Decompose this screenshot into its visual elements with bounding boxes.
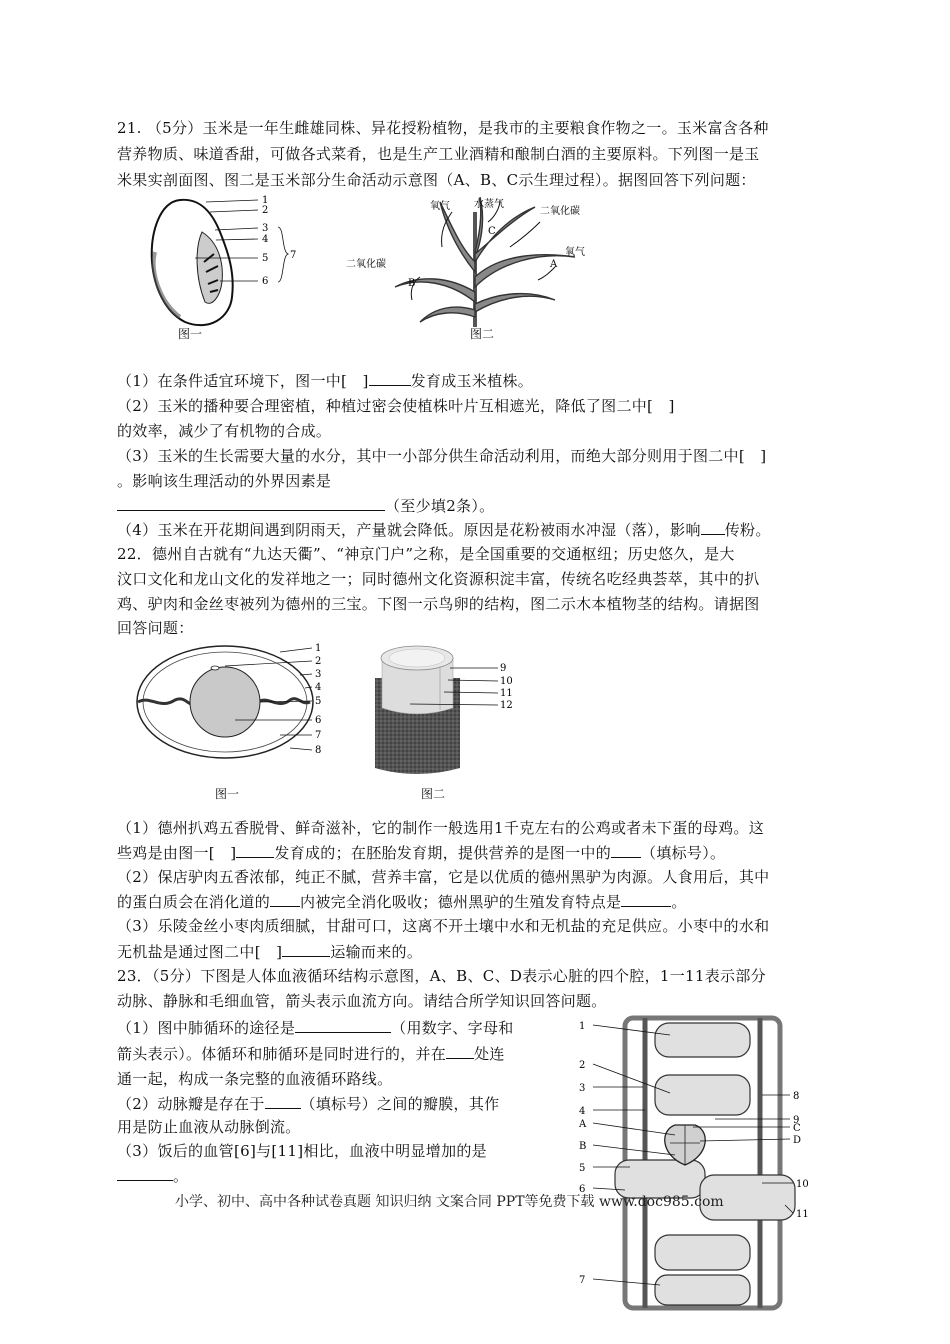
circ-label-5: 5 bbox=[579, 1163, 586, 1174]
corn-label-4: 4 bbox=[262, 234, 269, 245]
corn-label-6: 6 bbox=[262, 276, 269, 287]
answer-blank[interactable] bbox=[621, 888, 671, 907]
corn-label-7: 7 bbox=[290, 250, 297, 261]
q23-q3-line1: （3）饭后的血管[6]与[11]相比，血液中明显增加的是 bbox=[117, 1142, 487, 1160]
corn-label-1: 1 bbox=[262, 195, 269, 206]
q21-fig1-caption: 图一 bbox=[178, 327, 203, 341]
plant-co2-left: 二氧化碳 bbox=[346, 259, 386, 270]
corn-label-5: 5 bbox=[262, 253, 269, 264]
q22-fig1-caption: 图一 bbox=[215, 787, 240, 801]
egg-label-3: 3 bbox=[315, 669, 322, 680]
q23-q1-line3: 通一起，构成一条完整的血液循环路线。 bbox=[117, 1070, 393, 1088]
blood-circulation-figure bbox=[575, 1015, 835, 1315]
q21-fig2-caption: 图二 bbox=[470, 327, 495, 341]
circ-label-6: 6 bbox=[579, 1184, 586, 1195]
q21-q4: （4）玉米在开花期间遇到阴雨天，产量就会降低。原因是花粉被雨水冲湿（落），影响 传粉。 bbox=[117, 516, 771, 543]
q22-intro-2: 汶口文化和龙山文化的发祥地之一；同时德州文化资源积淀丰富，传统名吃经典荟萃，其中的扒 bbox=[117, 570, 760, 588]
plant-label-c: C bbox=[488, 226, 496, 237]
stem-label-9: 9 bbox=[500, 663, 507, 674]
plant-label-b: B bbox=[408, 278, 416, 289]
q22-intro-3: 鸡、驴肉和金丝枣被列为德州的三宝。下图一示鸟卵的结构，图二示木本植物茎的结构。请据图 bbox=[117, 595, 760, 613]
egg-label-4: 4 bbox=[315, 682, 322, 693]
circ-label-7: 7 bbox=[579, 1275, 586, 1286]
answer-blank[interactable] bbox=[369, 367, 411, 386]
q22-q3-line1: （3）乐陵金丝小枣肉质细腻，甘甜可口，这离不开土壤中水和无机盐的充足供应。小枣中的水和 bbox=[117, 917, 770, 935]
q21-intro-3: 米果实剖面图、图二是玉米部分生命活动示意图（A、B、C示生理过程）。据图回答下列问题： bbox=[117, 171, 756, 189]
plant-water-vapor: 水蒸气 bbox=[474, 199, 504, 210]
q21-q3-line1: （3）玉米的生长需要大量的水分，其中一小部分供生命活动利用，而绝大部分则用于图二中[ ] bbox=[117, 447, 767, 465]
circ-label-c: C bbox=[793, 1123, 801, 1134]
corn-label-2: 2 bbox=[262, 205, 269, 216]
answer-blank[interactable] bbox=[446, 1040, 474, 1059]
circ-label-4: 4 bbox=[579, 1106, 586, 1117]
answer-blank[interactable] bbox=[270, 888, 300, 907]
answer-blank[interactable] bbox=[117, 492, 385, 511]
q22-q1-line2: 些鸡是由图一[ ] 发育成的；在胚胎发育期，提供营养的是图一中的 （填标号）。 bbox=[117, 839, 725, 866]
circ-label-8: 8 bbox=[793, 1091, 800, 1102]
circ-label-10: 10 bbox=[796, 1179, 809, 1190]
circ-label-2: 2 bbox=[579, 1060, 586, 1071]
circ-label-d: D bbox=[793, 1135, 802, 1146]
plant-label-a: A bbox=[550, 259, 558, 270]
circ-label-11: 11 bbox=[796, 1209, 809, 1220]
circ-label-9: 9 bbox=[793, 1115, 800, 1126]
circ-label-b: B bbox=[579, 1141, 587, 1152]
egg-structure-figure bbox=[130, 640, 330, 765]
answer-blank[interactable] bbox=[117, 1162, 173, 1181]
plant-oxygen-left: 氧气 bbox=[430, 201, 450, 212]
circ-label-1: 1 bbox=[579, 1021, 586, 1032]
corn-kernel-figure bbox=[140, 192, 320, 332]
q22-intro-1: 22．德州自古就有“九达天衢”、“神京门户”之称，是全国重要的交通枢纽；历史悠久，是大 bbox=[117, 545, 735, 563]
q22-intro-4: 回答问题： bbox=[117, 619, 194, 637]
egg-label-6: 6 bbox=[315, 715, 322, 726]
egg-label-5: 5 bbox=[315, 696, 322, 707]
answer-blank[interactable] bbox=[282, 938, 330, 957]
q23-q2-line2: 用是防止血液从动脉倒流。 bbox=[117, 1118, 301, 1136]
q21-q3-line3: （至少填2条）。 bbox=[117, 492, 494, 519]
q22-q2-line2: 的蛋白质会在消化道的 内被完全消化吸收；德州黑驴的生殖发育特点是 。 bbox=[117, 888, 687, 915]
q23-q1-line1: （1）图中肺循环的途径是 （用数字、字母和 bbox=[117, 1014, 514, 1041]
circ-label-a: A bbox=[579, 1119, 587, 1130]
answer-blank[interactable] bbox=[236, 839, 274, 858]
circ-label-3: 3 bbox=[579, 1083, 586, 1094]
answer-blank[interactable] bbox=[295, 1014, 391, 1033]
q21-q2-line2: 的效率，减少了有机物的合成。 bbox=[117, 422, 332, 440]
stem-label-12: 12 bbox=[500, 700, 513, 711]
corn-label-3: 3 bbox=[262, 223, 269, 234]
egg-label-7: 7 bbox=[315, 730, 322, 741]
q22-fig2-caption: 图二 bbox=[421, 787, 446, 801]
q22-q3-line2: 无机盐是通过图二中[ ] 运输而来的。 bbox=[117, 938, 422, 965]
stem-label-10: 10 bbox=[500, 676, 513, 687]
q21-q2-line1: （2）玉米的播种要合理密植，种植过密会使植株叶片互相遮光，降低了图二中[ ] bbox=[117, 397, 675, 415]
egg-label-2: 2 bbox=[315, 656, 322, 667]
stem-structure-figure bbox=[370, 638, 525, 778]
plant-co2-right: 二氧化碳 bbox=[540, 206, 580, 217]
egg-label-8: 8 bbox=[315, 745, 322, 756]
q23-q2-line1: （2）动脉瓣是存在于 （填标号）之间的瓣膜，其作 bbox=[117, 1090, 499, 1117]
answer-blank[interactable] bbox=[265, 1090, 301, 1109]
answer-blank[interactable] bbox=[611, 839, 641, 858]
q23-q3-line2: 。 bbox=[117, 1162, 188, 1189]
plant-oxygen-right: 氧气 bbox=[565, 247, 585, 258]
q22-q2-line1: （2）保店驴肉五香浓郁，纯正不腻，营养丰富，它是以优质的德州黑驴为肉源。人食用后，其中 bbox=[117, 868, 770, 886]
stem-label-11: 11 bbox=[500, 688, 513, 699]
q21-q3-line2: 。影响该生理活动的外界因素是 bbox=[117, 472, 332, 490]
q23-q1-line2: 箭头表示）。体循环和肺循环是同时进行的，并在 处连 bbox=[117, 1040, 505, 1067]
corn-plant-figure bbox=[340, 192, 610, 332]
q21-q1: （1）在条件适宜环境下，图一中[ ] 发育成玉米植株。 bbox=[117, 367, 533, 394]
egg-label-1: 1 bbox=[315, 643, 322, 654]
q21-intro-1: 21. （5分）玉米是一年生雌雄同株、异花授粉植物，是我市的主要粮食作物之一。玉米富含各种 bbox=[117, 119, 769, 137]
q21-intro-2: 营养物质、味道香甜，可做各式菜肴，也是生产工业酒精和酿制白酒的主要原料。下列图一是玉 bbox=[117, 145, 760, 163]
page-footer: 小学、初中、高中各种试卷真题 知识归纳 文案合同 PPT等免费下载 www.doc985.com bbox=[175, 1194, 724, 1210]
q23-intro-1: 23．（5分）下图是人体血液循环结构示意图，A、B、C、D表示心脏的四个腔，1一11表示部分 bbox=[117, 967, 766, 985]
q23-intro-2: 动脉、静脉和毛细血管，箭头表示血流方向。请结合所学知识回答问题。 bbox=[117, 992, 607, 1010]
q22-q1-line1: （1）德州扒鸡五香脱骨、鲜奇滋补，它的制作一般选用1千克左右的公鸡或者未下蛋的母鸡。这 bbox=[117, 819, 764, 837]
answer-blank[interactable] bbox=[701, 516, 725, 535]
